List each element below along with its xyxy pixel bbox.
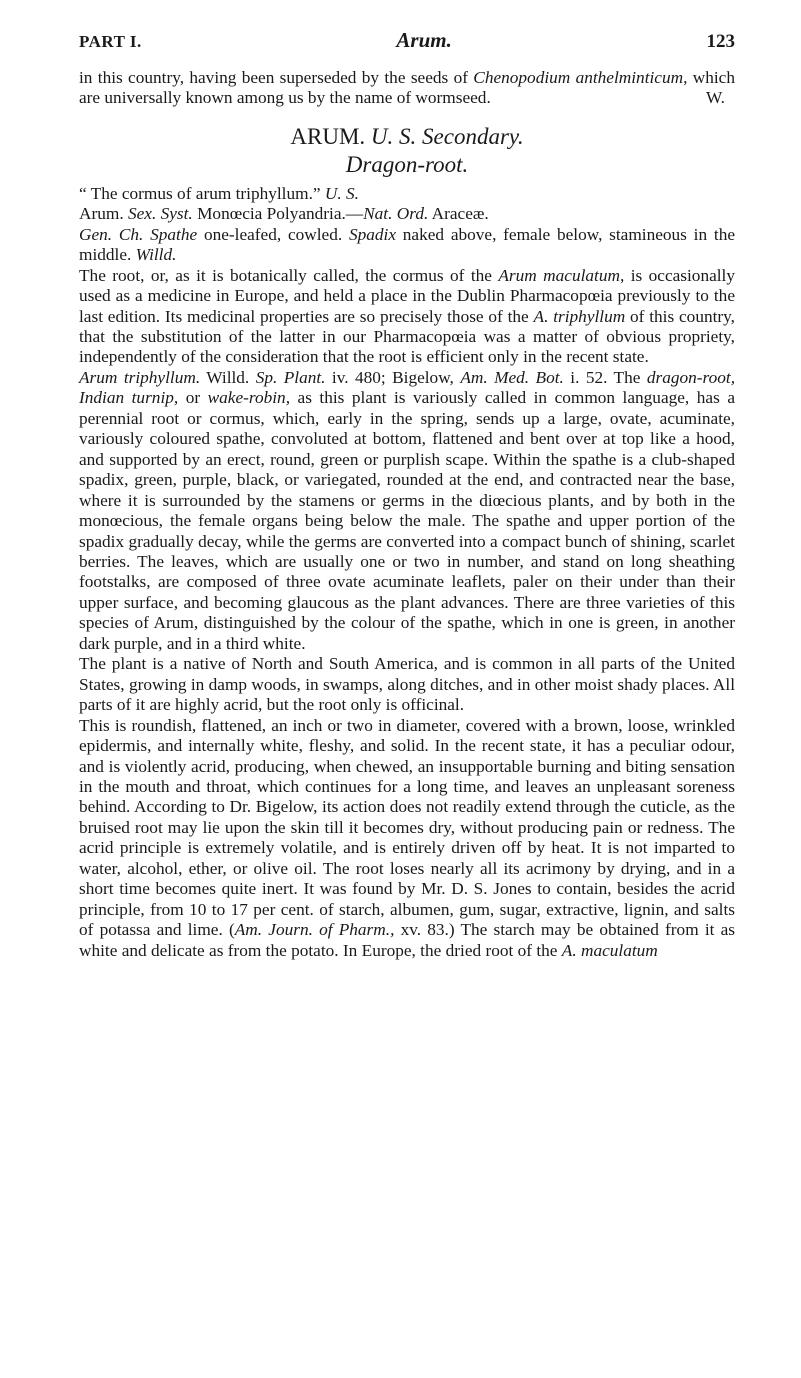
classification-order: Araceæ.	[428, 204, 489, 224]
page-header	[79, 28, 735, 58]
generic-d: naked above, female below, stamineous in the middle.	[79, 224, 736, 265]
title-main: ARUM.	[290, 123, 371, 149]
classification-sex-syst: Sex. Syst.	[127, 204, 193, 224]
page-number: 123	[706, 31, 735, 52]
generic-e: Willd.	[135, 245, 177, 265]
tri-a: Arum triphyllum.	[79, 367, 201, 387]
body-text	[79, 68, 735, 961]
section-title	[79, 123, 735, 149]
desc-b: Am. Journ. of Pharm.,	[234, 920, 395, 940]
tri-b: Willd.	[200, 367, 256, 387]
synonym-line	[79, 184, 735, 204]
tri-g: dragon-root, Indian turnip,	[79, 367, 736, 408]
part-label: PART I.	[79, 32, 142, 51]
section-subtitle: Dragon-root.	[345, 152, 469, 178]
root-species-a: Arum maculatum,	[498, 265, 625, 285]
root-text-a: The root, or, as it is botanically called, the cormus of the	[79, 265, 499, 285]
desc-a: This is roundish, flattened, an inch or two in diameter, covered with a brown, loose, wrinkled epidermis, and internally white, fleshy, and solid. In the recent state, it has a peculiar odour, and is violently acrid, producing, when chewed, an insupportable burning and biting sensation in the mouth and throat, which continues for a long time, and leaves an unpleasant soreness behind. According to Dr. Bigelow, its action does not readily extend through the cuticle, as the bruised root may lie upon the skin till it becomes dry, without producing pain or redness. The acrid principle is extremely volatile, and is entirely driven off by heat. It is not imparted to water, alcohol, ether, or olive oil. The root loses nearly all its acrimony by drying, and in a short time becomes quite inert. It was found by Mr. D. S. Jones to contain, besides the acrid principle, from 10 to 17 per cent. of starch, albumen, gum, sugar, extractive, lignin, and salts of potassa and lime. (	[79, 715, 735, 940]
description-paragraph	[79, 716, 735, 961]
title-secondary: U. S. Secondary.	[370, 123, 524, 149]
classification-line	[79, 204, 735, 224]
tri-h: or	[178, 388, 208, 408]
tri-j: as this plant is variously called in common language, has a perennial root or cormus, which, early in the spring, sends up a large, ovate, acuminate, variously coloured spathe, convoluted at bottom, flattened and bent over at top like a hood, and supported by an erect, round, green or purplish scape. Within the spathe is a club-shaped spadix, green, purple, black, or variegated, rounded at the end, and contracted near the base, where it is surrounded by the stamens or germs in the diœcious plants, and by both in the monœcious, the female organs being below the male. The spathe and upper portion of the spadix gradually decay, while the germs are converted into a compact bunch of shining, scarlet berries. The leaves, which are usually one or two in number, and stand on long sheathing footstalks, are composed of three ovate acuminate leaflets, paler on their under than their upper surface, and becoming glaucous as the plant advances. There are three varieties of this species of Arum, distinguished by the colour of the spathe, which in one is green, in another dark purple, and in a third white.	[79, 388, 735, 653]
root-paragraph	[79, 266, 735, 368]
generic-character-line	[79, 225, 735, 266]
generic-a: Gen. Ch. Spathe	[79, 224, 198, 244]
generic-c: Spadix	[348, 224, 397, 244]
root-species-b: A. triphyllum	[533, 306, 626, 326]
classification-genus: Arum.	[79, 204, 128, 224]
desc-d: A. maculatum	[561, 940, 658, 960]
tri-f: i. 52. The	[563, 367, 647, 387]
triphyllum-paragraph	[79, 368, 735, 654]
intro-text-c: which are universally known among us by the name of wormseed.	[79, 68, 735, 108]
intro-paragraph	[79, 68, 735, 109]
author-signature: W.	[705, 88, 725, 108]
running-title: Arum.	[396, 28, 452, 52]
tri-c: Sp. Plant.	[255, 367, 326, 387]
tri-e: Am. Med. Bot.	[460, 367, 564, 387]
desc-c: xv. 83.) The starch may be obtained from it as white and delicate as from the potato. In Europe, the dried root of the	[79, 920, 735, 960]
classification-class: Monœcia Polyandria.—	[192, 204, 364, 224]
tri-d: iv. 480; Bigelow,	[325, 367, 461, 387]
root-text-e: of this country, that the substitution of the latter in our Pharmacopœia was a matter of obvious propriety, independently of the consideration that the root is efficient only in the recent state.	[79, 306, 735, 367]
synonym-text: “ The cormus of arum triphyllum.”	[79, 183, 325, 203]
generic-b: one-leafed, cowled.	[197, 224, 349, 244]
classification-nat-ord: Nat. Ord.	[363, 204, 429, 224]
tri-i: wake-robin,	[207, 388, 291, 408]
synonym-source: U. S.	[324, 183, 359, 203]
root-text-c: is occasionally used as a medicine in Europe, and held a place in the Dublin Pharmacopœia previously to the last edition. Its medicinal properties are so precisely those of the	[79, 265, 736, 326]
intro-species: Chenopodium anthelminticum,	[473, 68, 688, 87]
native-paragraph: The plant is a native of North and South America, and is common in all parts of the United States, growing in damp woods, in swamps, along ditches, and in other moist shady places. All parts of it are highly acrid, but the root only is officinal.	[79, 654, 735, 715]
intro-text-a: in this country, having been superseded by the seeds of	[79, 68, 474, 87]
